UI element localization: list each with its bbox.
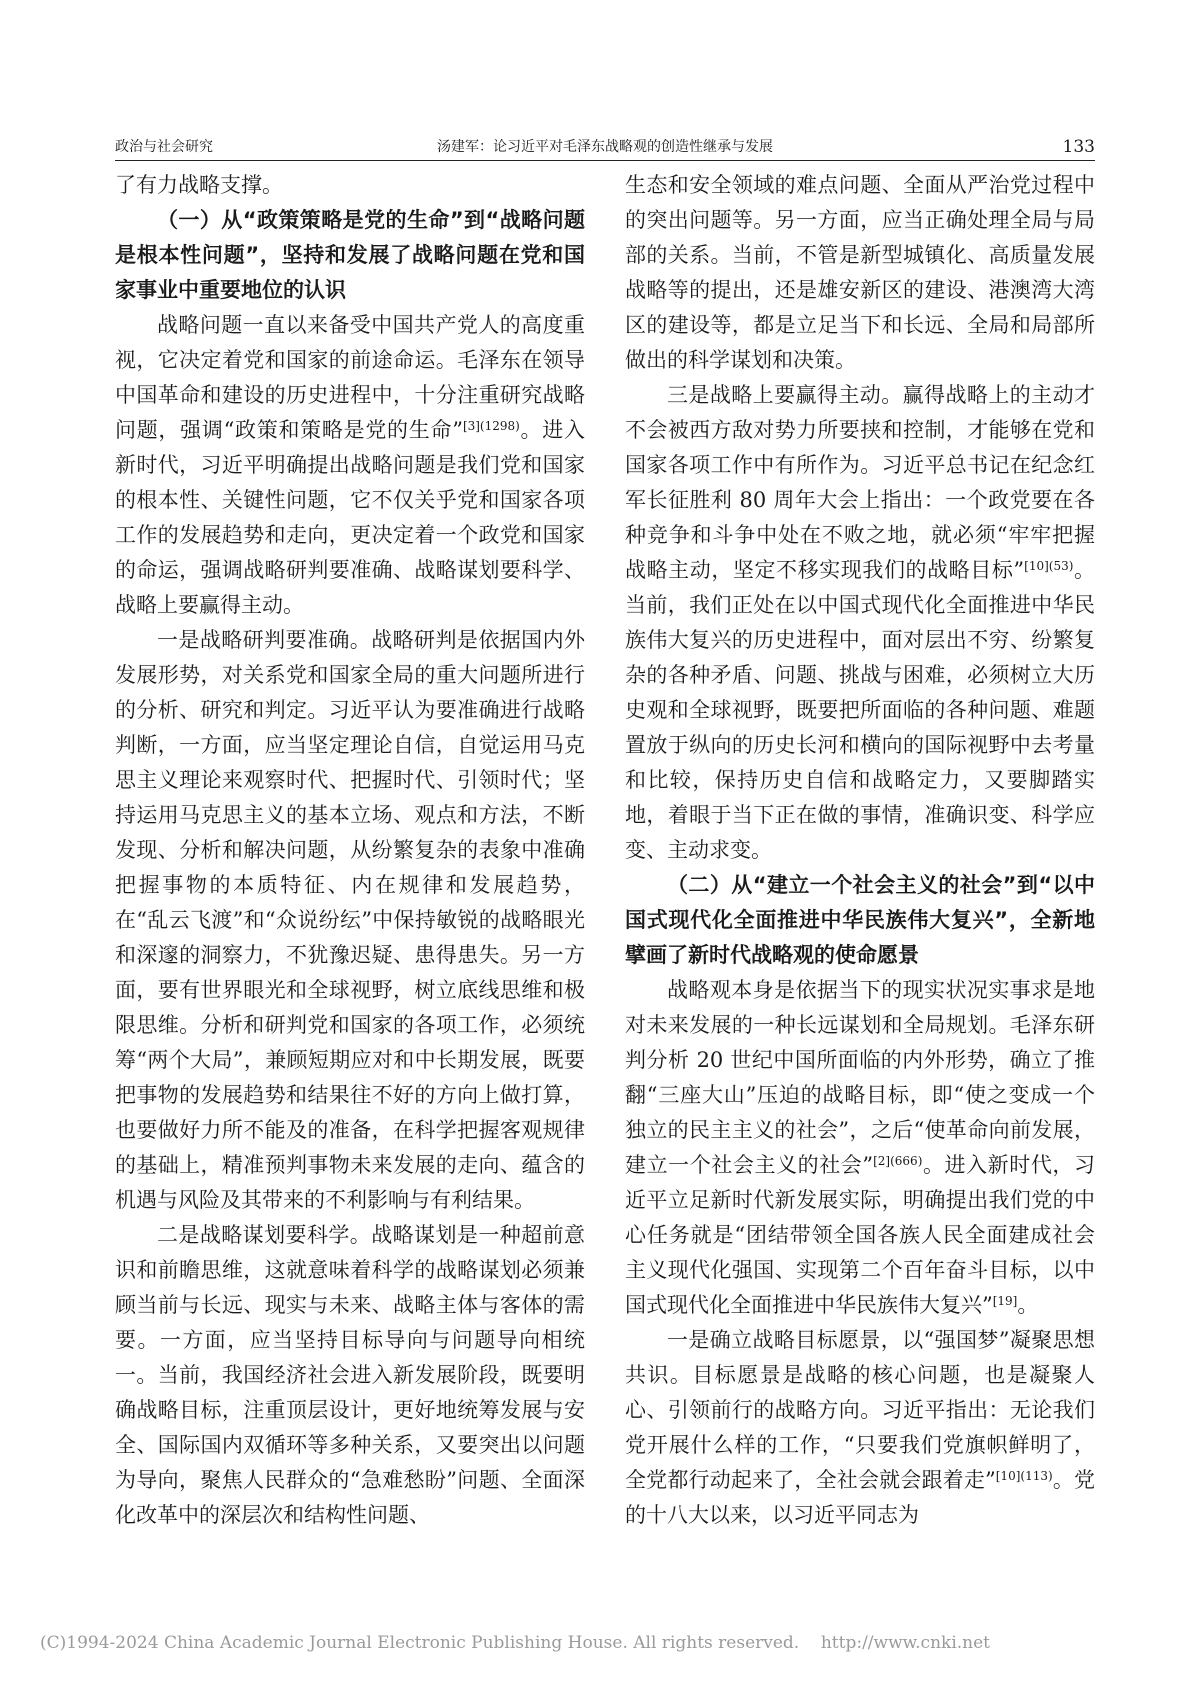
section-heading-2: （二）从“建立一个社会主义的社会”到“以中国式现代化全面推进中华民族伟大复兴”，全新地擘画了新时代战略观的使命愿景 (625, 873, 1095, 967)
section-heading-1: （一）从“政策策略是党的生命”到“战略问题是根本性问题”，坚持和发展了战略问题在党和国家事业中重要地位的认识 (115, 208, 585, 302)
copyright-text: (C)1994-2024 China Academic Journal Electronic Publishing House. All rights reserved. (40, 1633, 800, 1653)
citation-ref: [19] (992, 1294, 1018, 1308)
paragraph (115, 308, 585, 623)
paragraph-text: 。 (1017, 1293, 1039, 1317)
citation-ref: [2](666) (873, 1154, 923, 1168)
paragraph-continuation: 生态和安全领域的难点问题、全面从严治党过程中的突出问题等。另一方面，应当正确处理全局与局部的关系。当前，不管是新型城镇化、高质量发展战略等的提出，还是雄安新区的建设、港澳湾大湾区的建设等，都是立足当下和长远、全局和局部所做出的科学谋划和决策。 (625, 173, 1095, 372)
footer-url: http://www.cnki.net (820, 1633, 991, 1653)
paragraph-continuation: 了有力战略支撑。 (115, 173, 283, 197)
article-running-title: 汤建军：论习近平对毛泽东战略观的创造性继承与发展 (437, 139, 773, 155)
paragraph-text: 三是战略上要赢得主动。赢得战略上的主动才不会被西方敌对势力所要挟和控制，才能够在党和国家各项工作中有所作为。习近平总书记在纪念红军长征胜利 80 周年大会上指出：一个政党要在各种竞争和斗争中处在不败之地，就必须“牢牢把握战略主动，坚定不移实现我们的战略目标” (625, 383, 1095, 582)
paragraph-text: 。进入新时代，习近平立足新时代新发展实际，明确提出我们党的中心任务就是“团结带领全国各族人民全面建成社会主义现代化强国、实现第二个百年奋斗目标，以中国式现代化全面推进中华民族伟大复兴” (625, 1153, 1095, 1317)
paragraph-text: 。党的十八大以来，以习近平同志为 (625, 1468, 1096, 1527)
citation-ref: [3](1298) (462, 419, 520, 433)
page-number: 133 (1062, 137, 1095, 157)
paragraph-text: 战略问题一直以来备受中国共产党人的高度重视，它决定着党和国家的前途命运。毛泽东在领导中国革命和建设的历史进程中，十分注重研究战略问题，强调“政策和策略是党的生命” (115, 313, 585, 442)
copyright-footer (40, 1633, 990, 1653)
paragraph (625, 973, 1095, 1323)
citation-ref: [10](113) (995, 1469, 1053, 1483)
paragraph-text: 。当前，我们正处在以中国式现代化全面推进中华民族伟大复兴的历史进程中，面对层出不穷、纷繁复杂的各种矛盾、问题、挑战与困难，必须树立大历史观和全球视野，既要把所面临的各种问题、难题置放于纵向的历史长河和横向的国际视野中去考量和比较，保持历史自信和战略定力，又要脚踏实地，着眼于当下正在做的事情，准确识变、科学应变、主动求变。 (625, 558, 1096, 862)
paragraph-text: 战略观本身是依据当下的现实状况实事求是地对未来发展的一种长远谋划和全局规划。毛泽东研判分析 20 世纪中国所面临的内外形势，确立了推翻“三座大山”压迫的战略目标，即“使之变成一个独立的民主主义的社会”，之后“使革命向前发展，建立一个社会主义的社会” (625, 978, 1095, 1177)
paragraph (625, 1323, 1095, 1533)
paragraph-text: 一是确立战略目标愿景，以“强国梦”凝聚思想共识。目标愿景是战略的核心问题，也是凝聚人心、引领前行的战略方向。习近平指出：无论我们党开展什么样的工作，“只要我们党旗帜鲜明了，全党都行动起来了，全社会就会跟着走” (625, 1328, 1095, 1492)
paragraph (625, 378, 1095, 868)
left-column (115, 168, 585, 1533)
paragraph: 一是战略研判要准确。战略研判是依据国内外发展形势，对关系党和国家全局的重大问题所进行的分析、研究和判定。习近平认为要准确进行战略判断，一方面，应当坚定理论自信，自觉运用马克思主义理论来观察时代、把握时代、引领时代；坚持运用马克思主义的基本立场、观点和方法，不断发现、分析和解决问题，从纷繁复杂的表象中准确把握事物的本质特征、内在规律和发展趋势，在“乱云飞渡”和“众说纷纭”中保持敏锐的战略眼光和深邃的洞察力，不犹豫迟疑、患得患失。另一方面，要有世界眼光和全球视野，树立底线思维和极限思维。分析和研判党和国家的各项工作，必须统筹“两个大局”，兼顾短期应对和中长期发展，既要把事物的发展趋势和结果往不好的方向上做打算，也要做好力所不能及的准备，在科学把握客观规律的基础上，精准预判事物未来发展的走向、蕴含的机遇与风险及其带来的不利影响与有利结果。 (115, 628, 585, 1212)
paragraph: 二是战略谋划要科学。战略谋划是一种超前意识和前瞻思维，这就意味着科学的战略谋划必须兼顾当前与长远、现实与未来、战略主体与客体的需要。一方面，应当坚持目标导向与问题导向相统一。当前，我国经济社会进入新发展阶段，既要明确战略目标，注重顶层设计，更好地统筹发展与安全、国际国内双循环等多种关系，又要突出以问题为导向，聚焦人民群众的“急难愁盼”问题、全面深化改革中的深层次和结构性问题、 (115, 1223, 585, 1527)
right-column (625, 168, 1095, 1533)
running-header (115, 134, 1095, 160)
header-rule (115, 160, 1095, 161)
citation-ref: [10](53) (1024, 559, 1074, 573)
paragraph-text: 。进入新时代，习近平明确提出战略问题是我们党和国家的根本性、关键性问题，它不仅关乎党和国家各项工作的发展趋势和走向，更决定着一个政党和国家的命运，强调战略研判要准确、战略谋划要科学、战略上要赢得主动。 (115, 418, 585, 617)
journal-name: 政治与社会研究 (115, 139, 213, 155)
